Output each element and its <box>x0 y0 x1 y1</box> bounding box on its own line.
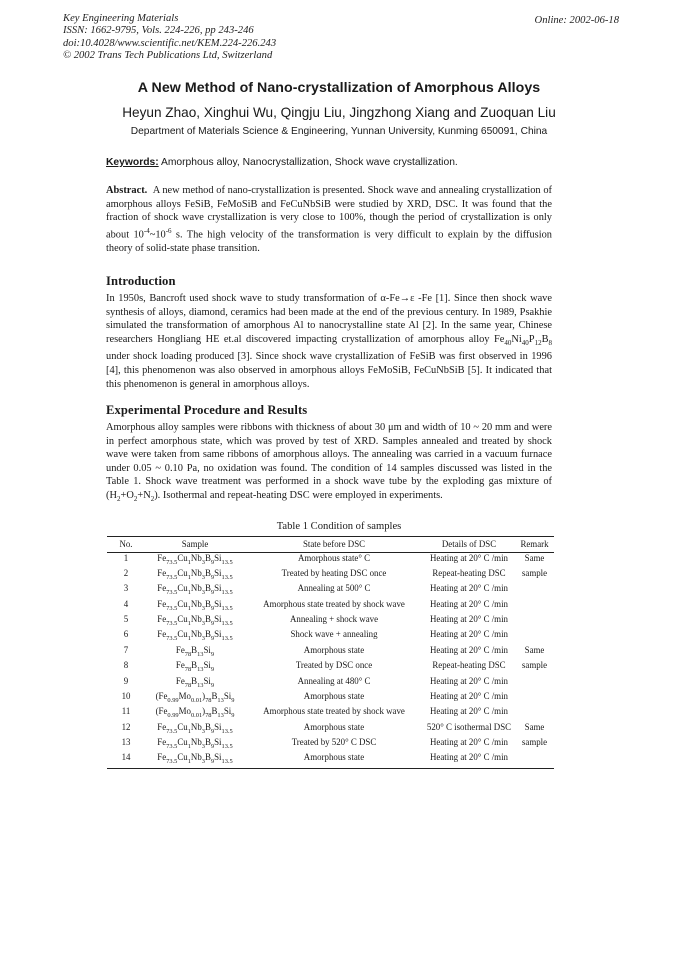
cell-state: Amorphous state <box>245 752 423 768</box>
experimental-paragraph <box>106 421 552 507</box>
cell-sample: $Fe_{73.5}Cu_1Nb_3B_9Si_{13.5}$ <box>157 721 233 735</box>
cell-dsc: Heating at 20° C /min <box>430 737 508 748</box>
abstract-label: Abstract. <box>106 185 148 196</box>
header-state: State before DSC <box>245 537 423 553</box>
table-body <box>107 552 554 768</box>
author-list: Heyun Zhao, Xinghui Wu, Qingju Liu, Jingzhong Xiang and Zuoquan Liu <box>122 105 556 120</box>
intro-text-5: under shock loading produced [3]. Since shock wave crystallization of FeSiB was first observed in 1996 [4], this phenomenon was also observed in amorphous alloys FeMoSiB, FeCuNbSiB [5]. It indicated that this phenomenon is general in amorphous alloys. <box>106 351 552 390</box>
cell-dsc: Heating at 20° C /min <box>430 644 508 655</box>
cell-remark: Same <box>524 721 545 732</box>
table-row <box>107 599 554 614</box>
abstract-exponent-2: -6 <box>165 226 172 235</box>
experimental-heading: Experimental Procedure and Results <box>106 403 308 417</box>
cell-no: 3 <box>123 583 129 594</box>
cell-sample: $Fe_{73.5}Cu_1Nb_3B_9Si_{13.5}$ <box>157 737 233 750</box>
cell-dsc: Heating at 20° C /min <box>423 752 515 768</box>
cell-state: Treated by heating DSC once <box>281 567 387 578</box>
cell-sample: $Fe_{73.5}Cu_1Nb_3B_9Si_{13.5}$ <box>157 614 233 627</box>
cell-sample: $Fe_{73.5}Cu_1Nb_3B_9Si_{13.5}$ <box>157 567 233 581</box>
table-row <box>107 568 554 583</box>
cell-remark: sample <box>521 567 548 578</box>
cell-dsc: Heating at 20° C /min <box>430 583 508 594</box>
intro-sub-3: 12 <box>534 338 542 347</box>
table-row <box>107 660 554 675</box>
intro-sub-1: 40 <box>504 338 512 347</box>
cell-remark: sample <box>521 737 548 748</box>
cell-sample: $Fe_{73.5}Cu_1Nb_3B_9Si_{13.5}$ <box>157 629 233 643</box>
cell-no: 14 <box>107 752 145 768</box>
intro-sub-4: 8 <box>548 338 552 347</box>
cell-remark: sample <box>521 660 548 671</box>
online-date: Online: 2002-06-18 <box>534 15 619 26</box>
exp-sub-3: 2 <box>150 495 155 504</box>
intro-text-3: P <box>528 333 535 345</box>
cell-no: 10 <box>121 690 131 701</box>
cell-dsc: Heating at 20° C /min <box>430 629 508 640</box>
cell-sample: $Fe_{78}B_{13}Si_9$ <box>175 660 215 673</box>
conditions-table <box>107 536 554 769</box>
header-no: No. <box>107 537 145 553</box>
journal-header <box>63 13 276 63</box>
cell-sample: $Fe_{73.5}Cu_1Nb_3B_9Si_{13.5}$ <box>157 583 233 597</box>
table-row <box>107 629 554 644</box>
cell-dsc: Heating at 20° C /min <box>430 675 508 686</box>
issn-line: ISSN: 1662-9795, Vols. 224-226, pp 243-246 <box>63 25 254 37</box>
paper-title: A New Method of Nano-crystallization of Amorphous Alloys <box>137 80 541 96</box>
cell-no: 5 <box>123 614 129 625</box>
keywords-line <box>106 157 458 168</box>
abstract-text-1: A new method of nano-crystallization is presented. Shock wave and annealing crystallization of amorphous alloys FeSiB, FeMoSiB and FeCuNbSiB were studied by XRD, DSC. It was found that the fraction of shock wave crystallization is very close to 100%, though the period of crystallization is only about 10 <box>106 185 552 241</box>
introduction-heading: Introduction <box>106 274 176 288</box>
keywords-label: Keywords: <box>106 157 159 168</box>
exp-sub-1: 2 <box>116 495 121 504</box>
cell-sample: $(Fe_{0.99}Mo_{0.01})_{78}B_{13}Si_9$ <box>155 706 235 720</box>
cell-remark <box>515 599 554 614</box>
cell-dsc: Heating at 20° C /min <box>430 552 508 563</box>
cell-remark: Same <box>524 644 545 655</box>
intro-text-4: B <box>541 333 549 345</box>
cell-state: Amorphous state <box>303 644 365 655</box>
cell-dsc: Heating at 20° C /min <box>430 598 508 609</box>
cell-state: Amorphous state treated by shock wave <box>263 706 405 717</box>
journal-name: Key Engineering Materials <box>63 13 179 24</box>
cell-no: 1 <box>123 552 129 563</box>
table-row <box>107 722 554 737</box>
exp-sub-2: 2 <box>133 495 138 504</box>
table-row <box>107 552 554 568</box>
cell-no: 2 <box>123 567 129 578</box>
cell-sample: $(Fe_{0.99}Mo_{0.01})_{78}B_{13}Si_9$ <box>155 690 235 704</box>
cell-remark <box>515 629 554 644</box>
cell-sample: $Fe_{78}B_{13}Si_9$ <box>175 675 215 689</box>
table-row <box>107 752 554 768</box>
cell-no: 12 <box>121 721 131 732</box>
cell-remark <box>515 752 554 768</box>
cell-sample: $Fe_{73.5}Cu_1Nb_3B_9Si_{13.5}$ <box>157 598 233 612</box>
cell-remark <box>515 691 554 706</box>
cell-no: 13 <box>121 737 131 748</box>
doi-line: doi:10.4028/www.scientific.net/KEM.224-226.243 <box>63 37 277 49</box>
exp-text-4: ). Isothermal and repeat-heating DSC were employed in experiments. <box>154 489 443 501</box>
cell-remark <box>515 583 554 598</box>
cell-no: 4 <box>123 598 129 609</box>
cell-sample: $Fe_{73.5}Cu_1Nb_3B_9Si_{13.5}$ <box>145 752 245 768</box>
cell-dsc: 520° C isothermal DSC <box>426 721 512 732</box>
copyright-line: © 2002 Trans Tech Publications Ltd, Switzerland <box>63 50 273 62</box>
exp-text-1: Amorphous alloy samples were ribbons with thickness of about 30 μm and width of 10 ~ 20 mm and were in perfect amorphous state, which was proved by test of XRD. Samples annealed and treated by shock wave were taken from same ribbons of amorphous alloys. The annealing was carried in a vacuum furnace under 0.05 ~ 0.10 Pa, no oxidation was found. The condition of 14 samples discussed was listed in the Table 1. Shock wave treatment was performed in a shock wave tube by the exploding gas mixture of (H <box>106 422 552 501</box>
cell-state: Amorphous state <box>303 721 365 732</box>
introduction-paragraph <box>106 292 552 391</box>
intro-text-1: In 1950s, Bancroft used shock wave to study transformation of α-Fe→ε -Fe [1]. Since then shock wave synthesis of alloys, diamond, ceramics had been made at the end of the previous century. In 1989, Psakhie simulated the transformation of amorphous Al to nanocrystalline state Al [2]. In the same year, Chinese researchers Hongliang HE et.al discovered impacting crystallization of amorphous alloy Fe <box>106 293 552 345</box>
header-remark: Remark <box>515 537 554 553</box>
cell-sample: $Fe_{73.5}Cu_1Nb_3B_9Si_{13.5}$ <box>157 552 233 566</box>
abstract-exponent-1: -4 <box>143 226 150 235</box>
affiliation: Department of Materials Science & Engineering, Yunnan University, Kunming 650091, China <box>130 126 548 137</box>
table-row <box>107 645 554 660</box>
abstract-paragraph <box>106 184 552 255</box>
cell-state: Annealing + shock wave <box>289 614 379 625</box>
cell-state: Amorphous state <box>303 690 365 701</box>
cell-state: Treated by DSC once <box>295 660 373 671</box>
cell-remark <box>515 706 554 721</box>
cell-dsc: Repeat-heating DSC <box>432 567 506 578</box>
cell-state: Amorphous state treated by shock wave <box>263 598 405 609</box>
exp-text-2: +O <box>120 489 134 501</box>
cell-no: 9 <box>123 675 129 686</box>
table-row <box>107 706 554 721</box>
intro-text-2: Ni <box>511 333 522 345</box>
cell-dsc: Heating at 20° C /min <box>430 690 508 701</box>
intro-sub-2: 40 <box>521 338 529 347</box>
header-sample: Sample <box>145 537 245 553</box>
cell-no: 7 <box>123 644 129 655</box>
cell-dsc: Heating at 20° C /min <box>430 706 508 717</box>
table-caption: Table 1 Condition of samples <box>276 521 402 532</box>
table-row <box>107 691 554 706</box>
exp-text-3: +N <box>137 489 151 501</box>
cell-remark: Same <box>524 552 545 563</box>
keywords-text: Amorphous alloy, Nanocrystallization, Shock wave crystallization. <box>160 157 458 168</box>
cell-sample: $Fe_{78}B_{13}Si_9$ <box>175 644 215 658</box>
table-row <box>107 614 554 629</box>
cell-dsc: Heating at 20° C /min <box>430 614 508 625</box>
cell-state: Shock wave + annealing <box>290 629 378 640</box>
abstract-text-mid: ~10 <box>149 229 166 241</box>
header-dsc: Details of DSC <box>423 537 515 553</box>
cell-dsc: Repeat-heating DSC <box>432 660 506 671</box>
abstract-text-2: s. The high velocity of the transformation is very difficult to explain by the diffusion theory of solid-state phase transition. <box>106 229 553 254</box>
cell-state: Annealing at 480° C <box>297 675 371 686</box>
table-header-row <box>107 537 554 553</box>
cell-state: Treated by 520° C DSC <box>291 737 377 748</box>
table-row <box>107 737 554 752</box>
table-row <box>107 583 554 598</box>
cell-no: 6 <box>123 629 129 640</box>
cell-remark <box>515 676 554 691</box>
cell-state: Amorphous state° C <box>297 552 371 563</box>
cell-state: Annealing at 500° C <box>297 583 371 594</box>
cell-remark <box>515 614 554 629</box>
cell-no: 11 <box>121 706 131 717</box>
table-row <box>107 676 554 691</box>
cell-no: 8 <box>123 660 129 671</box>
